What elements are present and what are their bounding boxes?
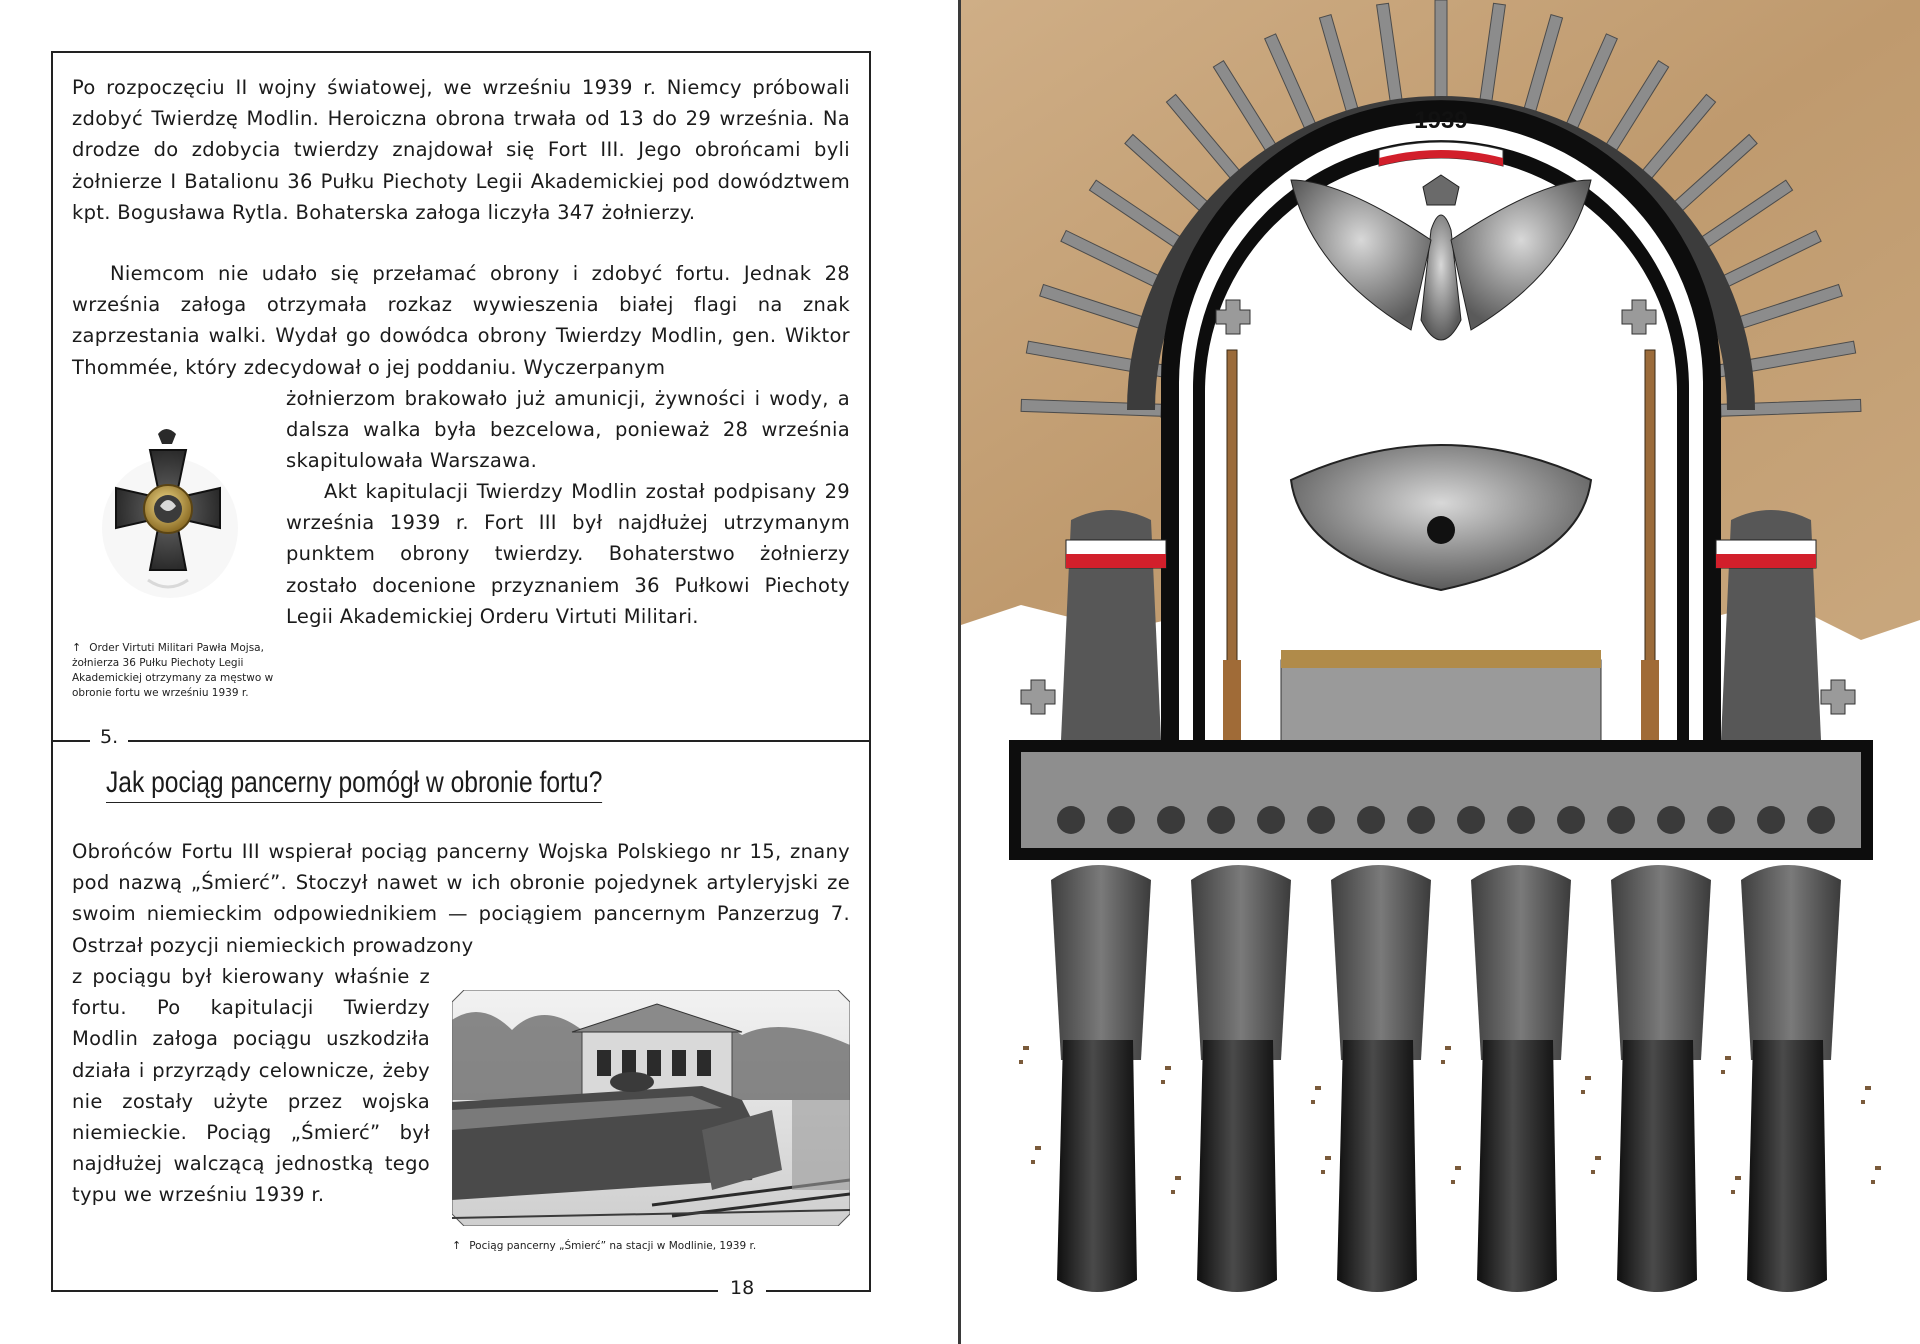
year-label: 1939 — [1414, 107, 1468, 134]
frame-right — [869, 51, 871, 1291]
right-page-illustration — [961, 0, 1920, 1344]
frame-top — [51, 51, 871, 53]
soldier-boots — [1057, 1040, 1827, 1292]
medal-image — [88, 420, 248, 610]
soldier-legs — [1051, 865, 1841, 1060]
frame-left — [51, 51, 53, 1291]
section-heading: Jak pociąg pancerny pomógł w obronie fortu? — [106, 766, 602, 803]
tank-treads — [1021, 752, 1861, 848]
paragraph-4-cont: z pociągu był kierowany właśnie z fortu. Po kapitulacji Twierdzy Modlin załoga pociągu uszkodziła działa i przyrządy celownicze, żeby nie zostały użyte przez wojska niemieckie. Pociąg „Śmierć” był najdłużej walczącą jednostką tego typu we wrześniu 1939 r. — [72, 965, 430, 1207]
photo-caption: ↑ Pociąg pancerny „Śmierć” na stacji w Modlinie, 1939 r. — [452, 1239, 757, 1252]
frame-divider — [51, 740, 871, 742]
paragraph-1: Po rozpoczęciu II wojny światowej, we wrześniu 1939 r. Niemcy próbowali zdobyć Twierdzę Modlin. Heroiczna obrona trwała od 13 do 29 września. Na drodze do zdobycia twierdzy znajdował się Fort III. Jego obrońcami byli żołnierze I Batalionu 36 Pułku Piechoty Legii Akademickiej pod dowództwem kpt. Bogusława Rytla. Bohaterska załoga liczyła 347 żołnierzy. — [72, 76, 850, 224]
train-photo — [452, 990, 850, 1226]
page-number: 18 — [718, 1277, 766, 1299]
arrow-up-icon: ↑ — [452, 1239, 462, 1252]
paragraph-2-cont: żołnierzom brakowało już amunicji, żywności i wody, a dalsza walka była bezcelowa, ponieważ 28 września skapitulowała Warszawa. — [286, 387, 850, 473]
paragraph-4: Obrońców Fortu III wspierał pociąg pancerny Wojska Polskiego nr 15, znany pod nazwą „Śmierć”. Stoczył nawet w ich obronie pojedynek artyleryjski ze swoim niemieckim odpowiednikiem — pociągiem pancernym Panzerzug 7. Ostrzał pozycji niemieckich prowadzony — [72, 840, 850, 957]
medal-caption: ↑ Order Virtuti Militari Pawła Mojsa, żołnierza 36 Pułku Piechoty Legii Akademickiej otrzymany za męstwo w obronie fortu we wrześniu 1939 r. — [72, 641, 274, 699]
poster-illustration — [961, 0, 1920, 1344]
section-number: 5. — [90, 726, 128, 748]
paragraph-3: Akt kapitulacji Twierdzy Modlin został podpisany 29 września 1939 r. Fort III był najdłużej utrzymanym punktem obrony twierdzy. Bohaterstwo żołnierzy zostało docenione przyznaniem 36 Pułkowi Piechoty Legii Akademickiej Orderu Virtuti Militari. — [286, 480, 850, 628]
paragraph-2: Niemcom nie udało się przełamać obrony i zdobyć fortu. Jednak 28 września załoga otrzymała rozkaz wywieszenia białej flagi na znak zaprzestania walki. Wydał go dowódca obrony Twierdzy Modlin, gen. Wiktor Thommée, który zdecydował o jej poddaniu. Wyczerpanym — [72, 262, 850, 379]
arrow-up-icon: ↑ — [72, 641, 82, 654]
